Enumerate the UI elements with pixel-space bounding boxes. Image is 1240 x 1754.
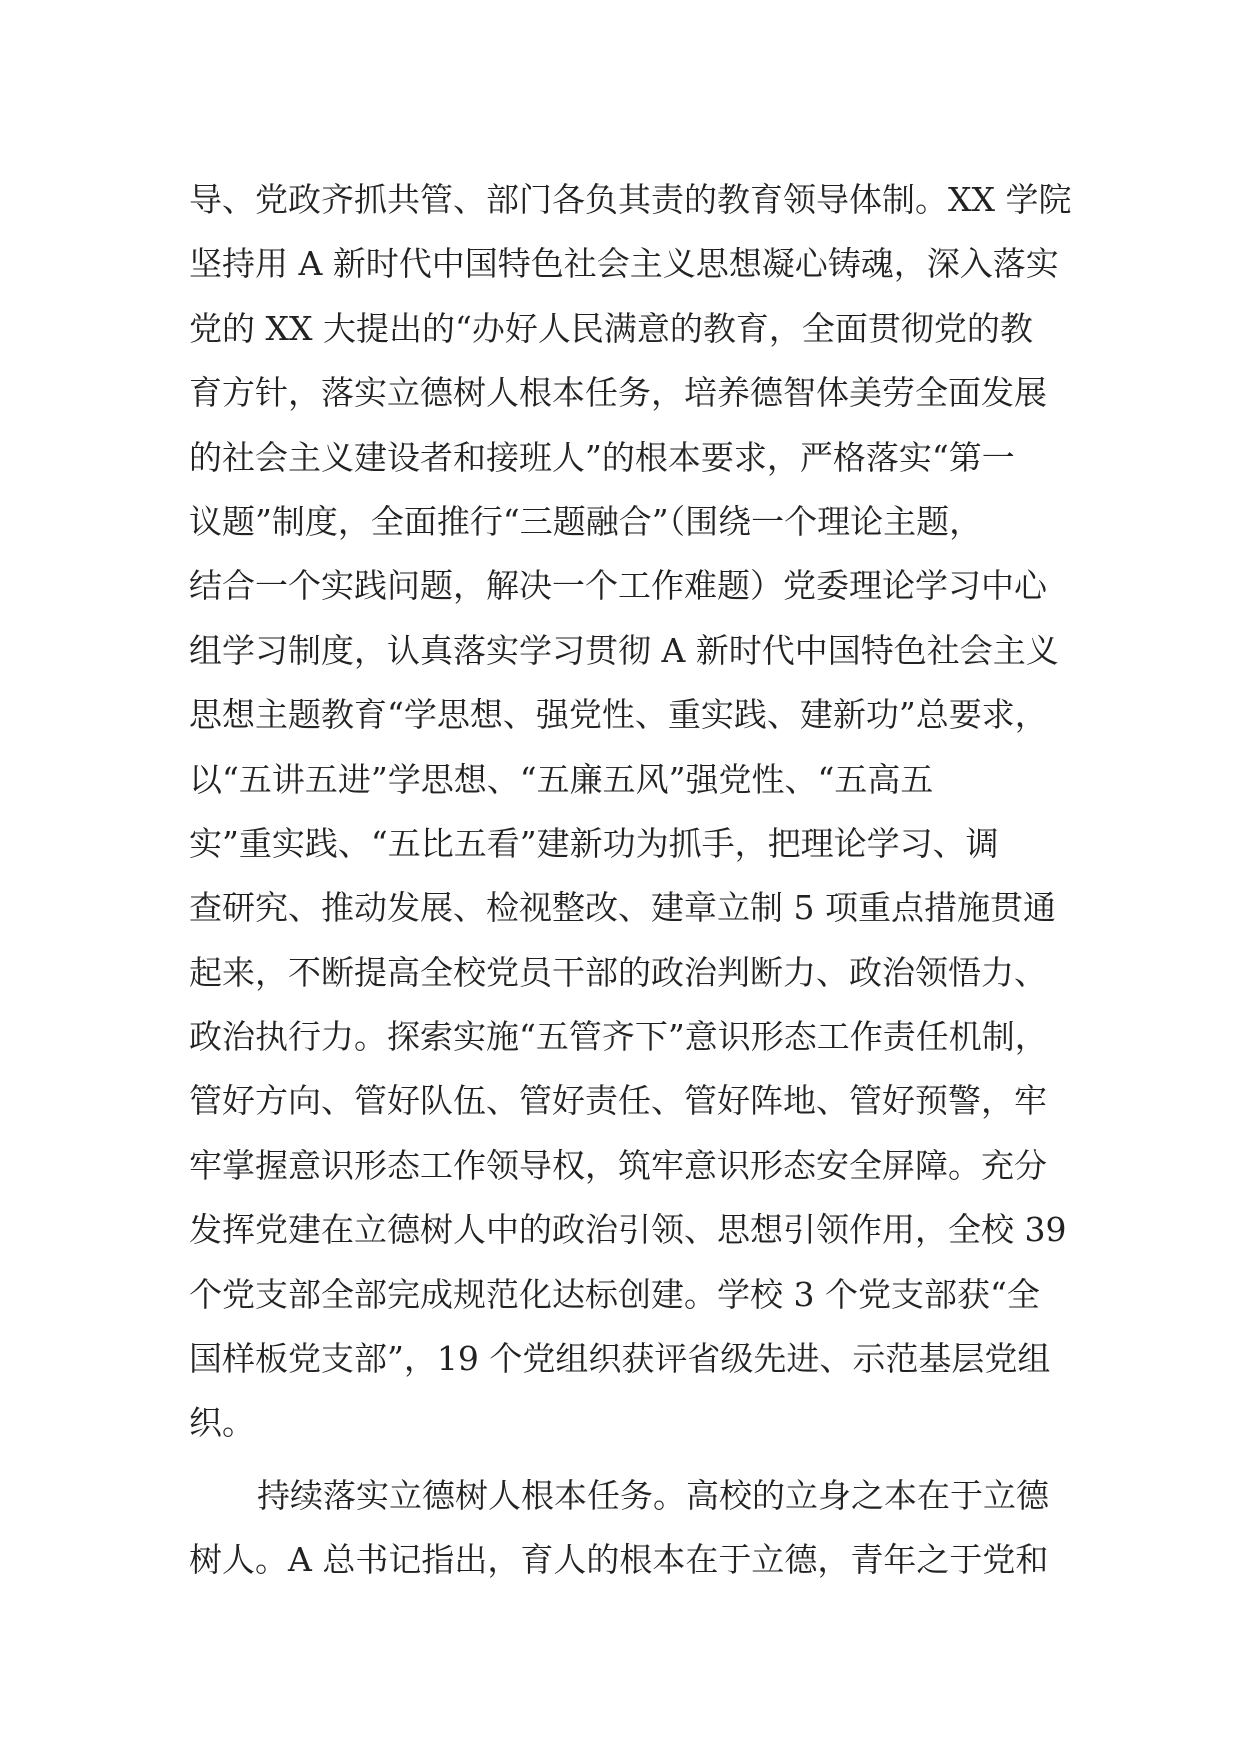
paragraph-1 — [189, 168, 1072, 1456]
text-line: 党的 XX 大提出的“办好人民满意的教育，全面贯彻党的教 — [189, 308, 1033, 348]
text-line: 导、党政齐抓共管、部门各负其责的教育领导体制。XX 学院 — [189, 180, 1072, 219]
text-line: 国样板党支部”，19 个党组织获评省级先进、示范基层党组 — [189, 1339, 1051, 1379]
text-line: 个党支部全部完成规范化达标创建。学校 3 个党支部获“全 — [189, 1274, 1040, 1314]
text-line: 树人。A 总书记指出，育人的根本在于立德，青年之于党和 — [189, 1540, 1049, 1580]
text-line: 以“五讲五进”学思想、“五廉五风”强党性、“五高五 — [189, 759, 934, 799]
text-line: 结合一个实践问题，解决一个工作难题）党委理论学习中心 — [189, 566, 1047, 606]
text-line: 织。 — [189, 1403, 255, 1443]
text-line: 思想主题教育“学思想、强党性、重实践、建新功”总要求， — [189, 695, 1048, 735]
text-line: 持续落实立德树人根本任务。高校的立身之本在于立德 — [257, 1475, 1049, 1515]
text-line: 议题”制度，全面推行“三题融合”（围绕一个理论主题， — [189, 501, 983, 541]
text-line: 起来，不断提高全校党员干部的政治判断力、政治领悟力、 — [189, 952, 1047, 992]
text-line: 组学习制度，认真落实学习贯彻 A 新时代中国特色社会主义 — [189, 630, 1059, 670]
text-line: 的社会主义建设者和接班人”的根本要求，严格落实“第一 — [189, 437, 1015, 477]
text-line: 政治执行力。探索实施“五管齐下”意识形态工作责任机制， — [189, 1017, 1048, 1057]
text-line: 牢掌握意识形态工作领导权，筑牢意识形态安全屏障。充分 — [189, 1145, 1047, 1185]
text-line: 管好方向、管好队伍、管好责任、管好阵地、管好预警，牢 — [189, 1081, 1047, 1121]
text-line: 发挥党建在立德树人中的政治引领、思想引领作用，全校 39 — [189, 1210, 1067, 1250]
text-line: 坚持用 A 新时代中国特色社会主义思想凝心铸魂，深入落实 — [189, 244, 1059, 284]
paragraph-gap — [189, 1456, 1069, 1464]
text-line: 查研究、推动发展、检视整改、建章立制 5 项重点措施贯通 — [189, 888, 1056, 928]
paragraph-2 — [189, 1464, 1069, 1593]
text-line: 育方针，落实立德树人根本任务，培养德智体美劳全面发展 — [189, 373, 1047, 413]
body-text — [189, 168, 1072, 1593]
text-line: 实”重实践、“五比五看”建新功为抓手，把理论学习、调 — [189, 823, 999, 863]
